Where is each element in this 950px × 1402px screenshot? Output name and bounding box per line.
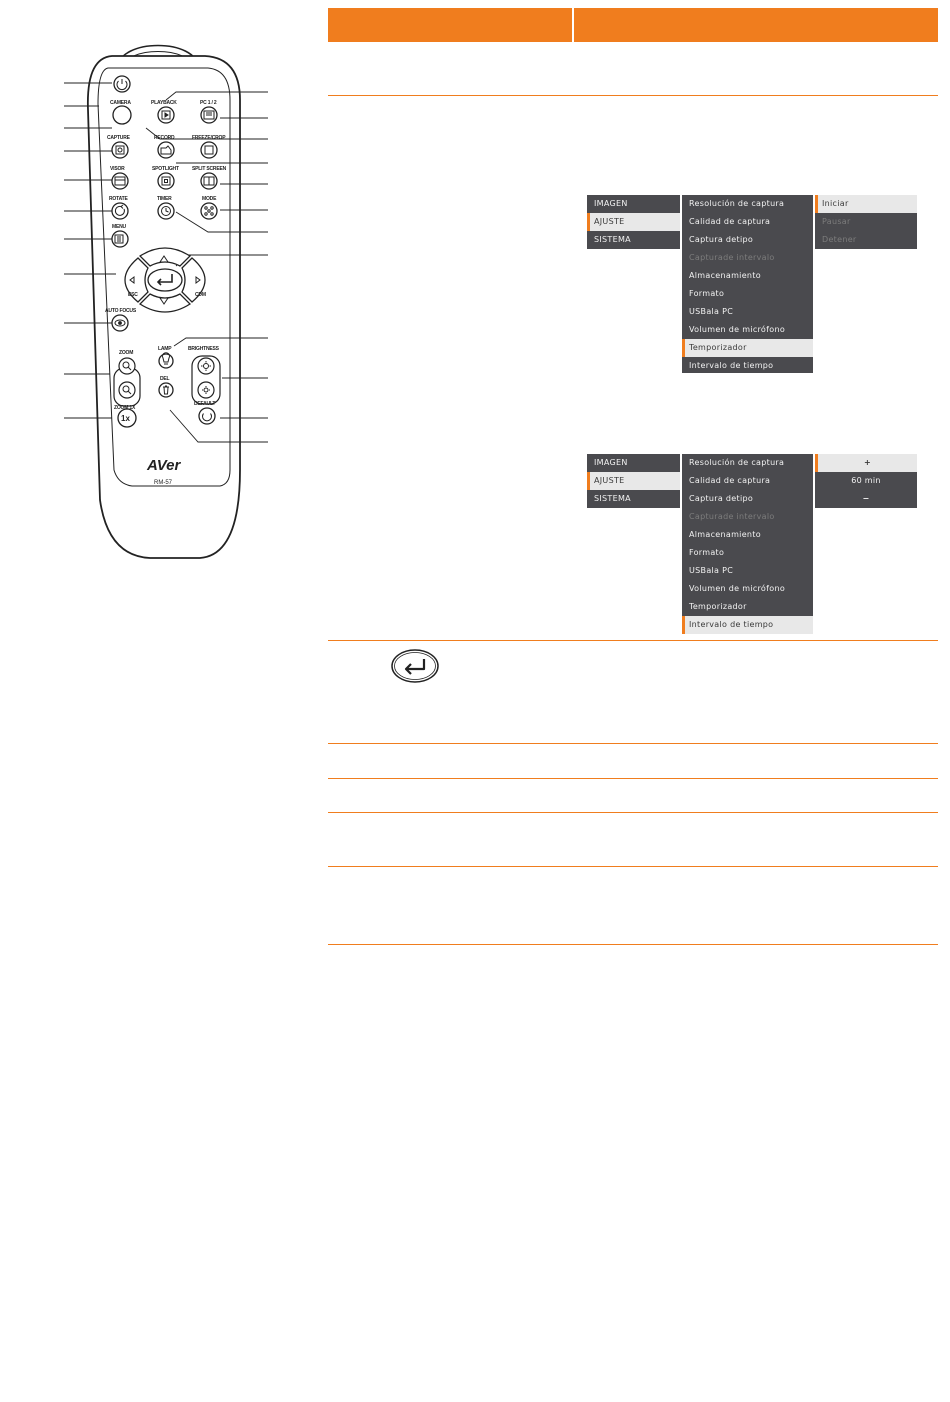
menu-sub-column [682, 454, 813, 632]
submenu-item[interactable]: Volumen de micrófono [689, 584, 786, 593]
label-zoom-1x: ZOOM 1X [114, 405, 136, 411]
menu-main-column [587, 195, 680, 249]
submenu-item[interactable]: Intervalo de tiempo [689, 361, 774, 370]
table-header-bar [328, 8, 938, 42]
brightness-down-button [198, 382, 214, 398]
submenu-item[interactable]: Formato [689, 548, 725, 557]
dpad-enter [148, 269, 182, 291]
submenu-item[interactable]: Almacenamiento [689, 271, 761, 280]
option-iniciar[interactable]: Iniciar [815, 195, 917, 213]
label-del: DEL [160, 376, 170, 382]
label-zoom: ZOOM [119, 350, 134, 356]
capture-button [112, 142, 128, 158]
option-decrease[interactable]: − [862, 494, 870, 503]
row-separator-2 [328, 640, 938, 641]
label-brightness: BRIGHTNESS [188, 346, 219, 352]
row-separator-1 [328, 95, 938, 96]
brand-logo: AVer [147, 457, 181, 474]
menu-item-imagen[interactable]: IMAGEN [594, 458, 628, 467]
zoom-out-button [119, 382, 135, 398]
row-separator-3 [328, 743, 938, 744]
label-split-screen: SPLIT SCREEN [192, 166, 226, 172]
record-button [158, 142, 174, 158]
row-separator-7 [328, 944, 938, 945]
label-rotate: ROTATE [109, 196, 128, 202]
rotate-button [112, 203, 128, 219]
one-x-text: 1x [121, 414, 130, 423]
menu-item-sistema[interactable]: SISTEMA [594, 494, 631, 503]
submenu-item-disabled: Capturade intervalo [689, 512, 775, 521]
label-record: RECORD [154, 135, 175, 141]
row-separator-4 [328, 778, 938, 779]
submenu-item[interactable]: USBala PC [689, 566, 734, 575]
camera-button [113, 106, 131, 124]
submenu-item[interactable]: Calidad de captura [689, 217, 771, 226]
submenu-item[interactable]: Captura detipo [689, 494, 754, 503]
label-auto-focus: AUTO FOCUS [105, 308, 136, 314]
label-cdm: CDM [195, 292, 206, 298]
zoom-in-button [119, 358, 135, 374]
option-increase[interactable]: + [815, 454, 917, 472]
label-timer: TIMER [157, 196, 172, 202]
submenu-item[interactable]: Volumen de micrófono [689, 325, 786, 334]
menu-item-sistema[interactable]: SISTEMA [594, 235, 631, 244]
label-capture: CAPTURE [107, 135, 130, 141]
table-header-divider [572, 8, 574, 42]
menu-option-column [815, 195, 917, 249]
label-spotlight: SPOTLIGHT [152, 166, 179, 172]
default-button [199, 408, 215, 424]
submenu-item[interactable]: Resolución de captura [689, 199, 785, 208]
spotlight-button [158, 173, 174, 189]
submenu-item-selected[interactable]: Intervalo de tiempo [682, 616, 813, 634]
menu-sub-column [682, 195, 813, 373]
label-lamp: LAMP [158, 346, 172, 352]
visor-button [112, 173, 128, 189]
remote-control-illustration [0, 0, 300, 600]
menu-main-column [587, 454, 680, 508]
label-visor: VISOR [110, 166, 125, 172]
submenu-item-disabled: Capturade intervalo [689, 253, 775, 262]
label-mode: MODE [202, 196, 217, 202]
del-button [159, 383, 173, 397]
option-value: 60 min [851, 476, 881, 485]
label-pc12: PC 1 / 2 [200, 100, 217, 106]
brightness-up-button [198, 358, 214, 374]
submenu-item[interactable]: Temporizador [689, 602, 747, 611]
label-camera: CAMERA [110, 100, 131, 106]
menu-item-ajuste[interactable]: AJUSTE [587, 213, 680, 231]
label-freeze-crop: FREEZE/CROP [192, 135, 226, 141]
option-pausar: Pausar [822, 217, 851, 226]
submenu-item[interactable]: USBala PC [689, 307, 734, 316]
label-esc: ESC [128, 292, 138, 298]
label-default: DEFAULT [194, 401, 216, 407]
option-detener: Detener [822, 235, 857, 244]
menu-item-imagen[interactable]: IMAGEN [594, 199, 628, 208]
submenu-item[interactable]: Calidad de captura [689, 476, 771, 485]
row-separator-6 [328, 866, 938, 867]
label-playback: PLAYBACK [151, 100, 177, 106]
mode-button [201, 203, 217, 219]
osd-menu-interval [587, 454, 917, 632]
submenu-item[interactable]: Almacenamiento [689, 530, 761, 539]
menu-option-column [815, 454, 917, 508]
submenu-item[interactable]: Resolución de captura [689, 458, 785, 467]
submenu-item[interactable]: Formato [689, 289, 725, 298]
osd-menu-timer [587, 195, 917, 373]
freeze-button [201, 142, 217, 158]
menu-item-ajuste[interactable]: AJUSTE [587, 472, 680, 490]
enter-icon [390, 648, 440, 684]
lamp-button [159, 354, 173, 368]
submenu-item-selected[interactable]: Temporizador [682, 339, 813, 357]
submenu-item[interactable]: Captura detipo [689, 235, 754, 244]
label-menu: MENU [112, 224, 126, 230]
model-label: RM-57 [154, 480, 173, 486]
row-separator-5 [328, 812, 938, 813]
